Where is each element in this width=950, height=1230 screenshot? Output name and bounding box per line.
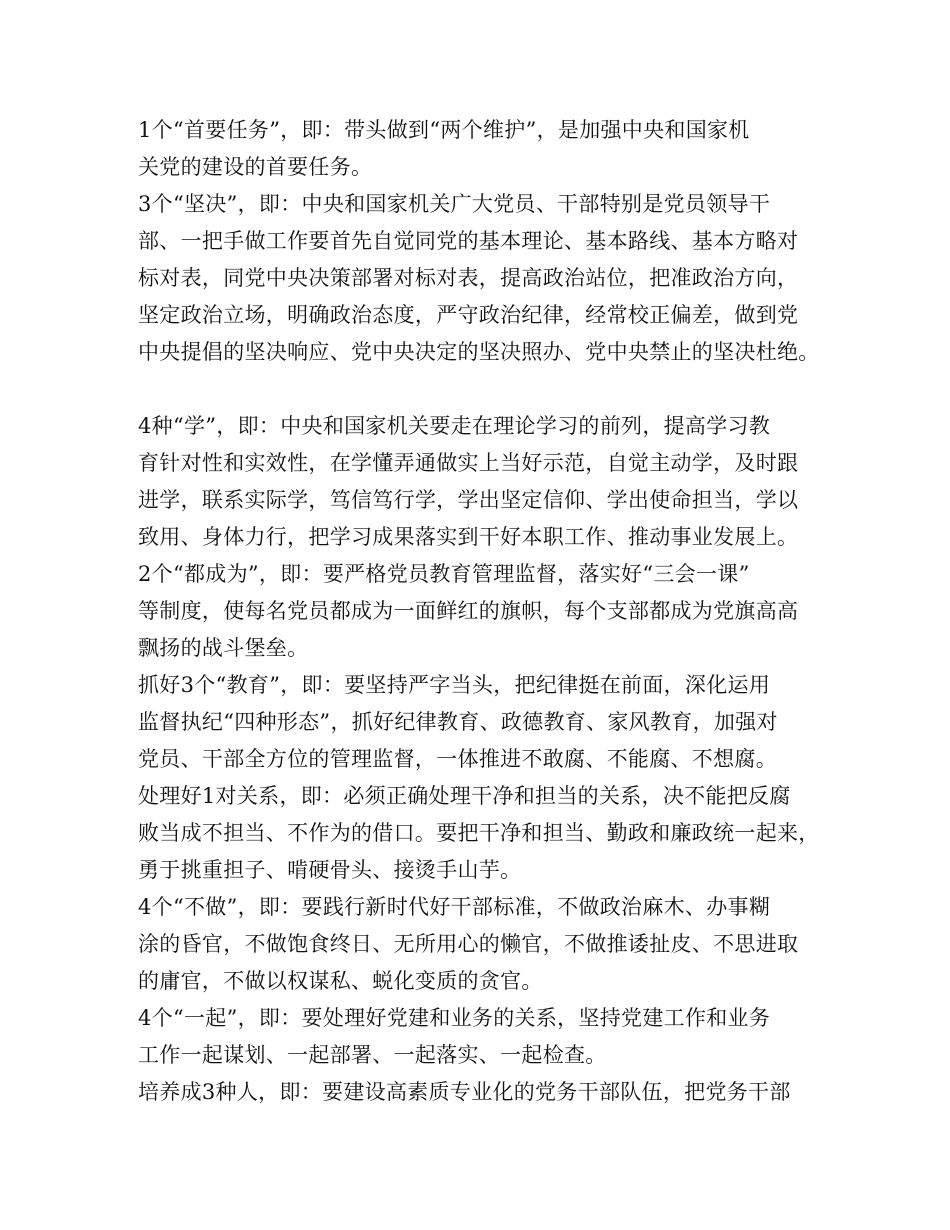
text-line: 3个“坚决”，即：中央和国家机关广大党员、干部特别是党员领导干 xyxy=(138,192,771,216)
text-line: 4种“学”，即：中央和国家机关要走在理论学习的前列，提高学习教 xyxy=(138,414,771,438)
text-line: 勇于挑重担子、啃硬骨头、接烫手山芋。 xyxy=(138,858,522,882)
text-line: 关党的建设的首要任务。 xyxy=(138,155,373,179)
text-line: 致用、身体力行，把学习成果落实到干好本职工作、推动事业发展上。 xyxy=(138,525,799,549)
text-line: 监督执纪“四种形态”，抓好纪律教育、政德教育、家风教育，加强对 xyxy=(138,710,778,734)
text-line: 处理好1对关系，即：必须正确处理干净和担当的关系，决不能把反腐 xyxy=(138,784,791,808)
text-line: 败当成不担当、不作为的借口。要把干净和担当、勤政和廉政统一起来， xyxy=(138,821,820,845)
text-line: 4个“一起”，即：要处理好党建和业务的关系，坚持党建工作和业务 xyxy=(138,1006,771,1030)
text-line: 涂的昏官，不做饱食终日、无所用心的懒官，不做推诿扯皮、不思进取 xyxy=(138,932,799,956)
text-line: 坚定政治立场，明确政治态度，严守政治纪律，经常校正偏差，做到党 xyxy=(138,303,799,327)
text-line: 标对表，同党中央决策部署对标对表，提高政治站位，把准政治方向， xyxy=(138,266,799,290)
text-line: 2个“都成为”，即：要严格党员教育管理监督，落实好“三会一课” xyxy=(138,562,750,586)
text-line: 4个“不做”，即：要践行新时代好干部标准，不做政治麻木、办事糊 xyxy=(138,895,771,919)
paragraph-gap xyxy=(138,371,828,408)
text-line: 进学，联系实际学，笃信笃行学，学出坚定信仰、学出使命担当，学以 xyxy=(138,488,799,512)
text-line: 飘扬的战斗堡垒。 xyxy=(138,636,309,660)
text-line: 部、一把手做工作要首先自觉同党的基本理论、基本路线、基本方略对 xyxy=(138,229,799,253)
text-line: 的庸官，不做以权谋私、蜕化变质的贪官。 xyxy=(138,969,543,993)
document-body xyxy=(138,112,828,1111)
text-line: 党员、干部全方位的管理监督，一体推进不敢腐、不能腐、不想腐。 xyxy=(138,747,777,771)
text-line: 育针对性和实效性，在学懂弄通做实上当好示范，自觉主动学，及时跟 xyxy=(138,451,799,475)
text-line: 工作一起谋划、一起部署、一起落实、一起检查。 xyxy=(138,1043,607,1067)
text-line: 1个“首要任务”，即：带头做到“两个维护”，是加强中央和国家机 xyxy=(138,118,750,142)
text-line: 抓好3个“教育”，即：要坚持严字当头，把纪律挺在前面，深化运用 xyxy=(138,673,771,697)
text-line: 等制度，使每名党员都成为一面鲜红的旗帜，每个支部都成为党旗高高 xyxy=(138,599,799,623)
text-line: 中央提倡的坚决响应、党中央决定的坚决照办、党中央禁止的坚决杜绝。 xyxy=(138,340,820,364)
text-line: 培养成3种人，即：要建设高素质专业化的党务干部队伍，把党务干部 xyxy=(138,1080,791,1104)
